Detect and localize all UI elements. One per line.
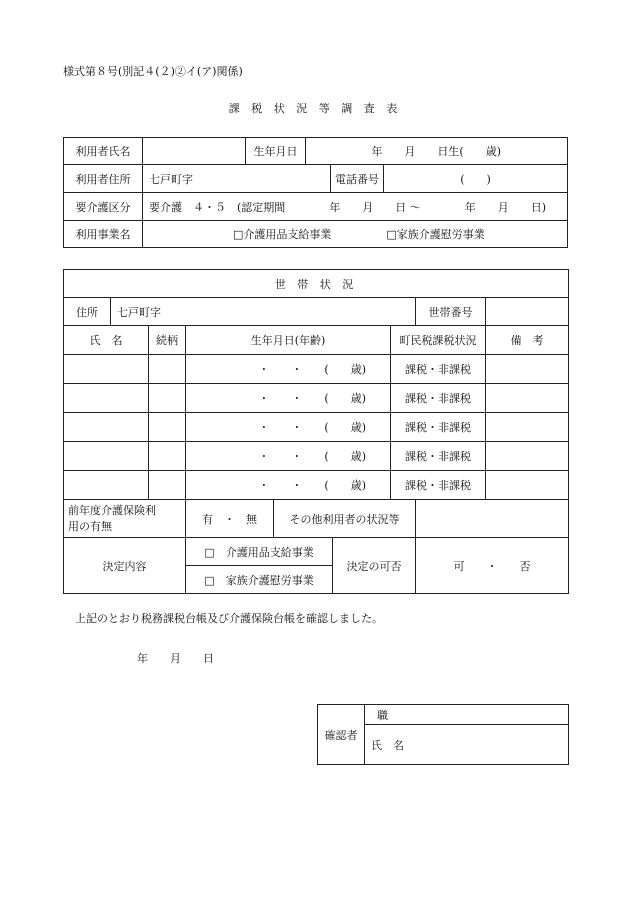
column-header-relation: 続柄	[149, 326, 186, 355]
member-tax-status[interactable]: 課税・非課税	[391, 471, 486, 500]
member-birth-field[interactable]: ・ ・ ( 歳)	[186, 442, 391, 471]
confirmation-statement: 上記のとおり税務課税台帳及び介護保険台帳を確認しました。	[75, 612, 383, 625]
household-address-label: 住所	[64, 298, 111, 326]
column-header-birth: 生年月日(年齢)	[186, 326, 391, 355]
member-relation-field[interactable]	[149, 355, 186, 384]
decision-result-label: 決定の可否	[333, 538, 416, 594]
service-options	[143, 221, 568, 248]
member-note-field[interactable]	[486, 355, 569, 384]
table-row	[64, 384, 569, 413]
applicant-address-field[interactable]: 七戸町字	[143, 165, 331, 193]
member-tax-status[interactable]: 課税・非課税	[391, 442, 486, 471]
member-birth-field[interactable]: ・ ・ ( 歳)	[186, 355, 391, 384]
household-table	[63, 269, 569, 594]
service-option-family-checkbox[interactable]: □家族介護慰労事業	[386, 228, 485, 241]
other-users-label: その他利用者の状況等	[274, 500, 416, 538]
member-tax-status[interactable]: 課税・非課税	[391, 413, 486, 442]
care-level-field[interactable]: 要介護 ４・５ (認定期間 年 月 日 〜 年 月 日)	[143, 193, 568, 221]
member-relation-field[interactable]	[149, 471, 186, 500]
decision-option-family-checkbox[interactable]: □ 家族介護慰労事業	[186, 566, 333, 594]
prev-year-usage-choice[interactable]: 有 ・ 無	[186, 500, 274, 538]
confirmer-name-label: 氏 名	[371, 738, 404, 752]
confirmer-table	[317, 704, 569, 765]
member-note-field[interactable]	[486, 384, 569, 413]
member-name-field[interactable]	[64, 384, 149, 413]
phone-label: 電話番号	[331, 165, 384, 193]
household-title: 世 帯 状 況	[64, 270, 569, 298]
prev-year-usage-label-line2: 用の有無	[68, 519, 112, 533]
prev-year-usage-label-line1: 前年度介護保険利	[68, 503, 156, 517]
household-number-label: 世帯番号	[416, 298, 486, 326]
position-field[interactable]	[365, 705, 569, 725]
applicant-name-field[interactable]	[143, 138, 246, 165]
household-number-field[interactable]	[486, 298, 569, 326]
column-header-tax: 町民税課税状況	[391, 326, 486, 355]
member-note-field[interactable]	[486, 413, 569, 442]
table-row	[64, 442, 569, 471]
column-header-note: 備 考	[486, 326, 569, 355]
phone-field[interactable]: ( )	[384, 165, 568, 193]
member-name-field[interactable]	[64, 442, 149, 471]
table-row	[64, 355, 569, 384]
applicant-address-label: 利用者住所	[64, 165, 143, 193]
table-row	[64, 471, 569, 500]
table-row	[64, 413, 569, 442]
member-name-field[interactable]	[64, 471, 149, 500]
member-relation-field[interactable]	[149, 384, 186, 413]
member-birth-field[interactable]: ・ ・ ( 歳)	[186, 471, 391, 500]
member-relation-field[interactable]	[149, 413, 186, 442]
applicant-table	[63, 137, 568, 248]
member-note-field[interactable]	[486, 471, 569, 500]
care-level-label: 要介護区分	[64, 193, 143, 221]
page-title: 課 税 状 況 等 調 査 表	[228, 102, 402, 115]
decision-result-choice[interactable]: 可 ・ 否	[416, 538, 569, 594]
position-label: 職	[377, 708, 388, 722]
applicant-name-label: 利用者氏名	[64, 138, 143, 165]
household-address-field[interactable]: 七戸町字	[111, 298, 416, 326]
birth-date-field[interactable]: 年 月 日生( 歳)	[306, 138, 568, 165]
confirmer-name-field[interactable]	[365, 725, 569, 765]
member-name-field[interactable]	[64, 413, 149, 442]
member-name-field[interactable]	[64, 355, 149, 384]
decision-option-supplies-checkbox[interactable]: □ 介護用品支給事業	[186, 538, 333, 566]
prev-year-usage-label	[64, 500, 186, 538]
birth-date-label: 生年月日	[246, 138, 306, 165]
member-relation-field[interactable]	[149, 442, 186, 471]
other-users-field[interactable]	[416, 500, 569, 538]
confirmation-date[interactable]: 年 月 日	[137, 652, 214, 665]
member-tax-status[interactable]: 課税・非課税	[391, 355, 486, 384]
member-note-field[interactable]	[486, 442, 569, 471]
service-name-label: 利用事業名	[64, 221, 143, 248]
service-option-supplies-checkbox[interactable]: □介護用品支給事業	[233, 228, 332, 241]
member-tax-status[interactable]: 課税・非課税	[391, 384, 486, 413]
column-header-name: 氏 名	[64, 326, 149, 355]
confirmer-label: 確認者	[318, 705, 365, 765]
member-birth-field[interactable]: ・ ・ ( 歳)	[186, 384, 391, 413]
member-birth-field[interactable]: ・ ・ ( 歳)	[186, 413, 391, 442]
decision-label: 決定内容	[64, 538, 186, 594]
form-number: 様式第８号(別記４(２)②イ(ア)関係)	[63, 65, 243, 78]
